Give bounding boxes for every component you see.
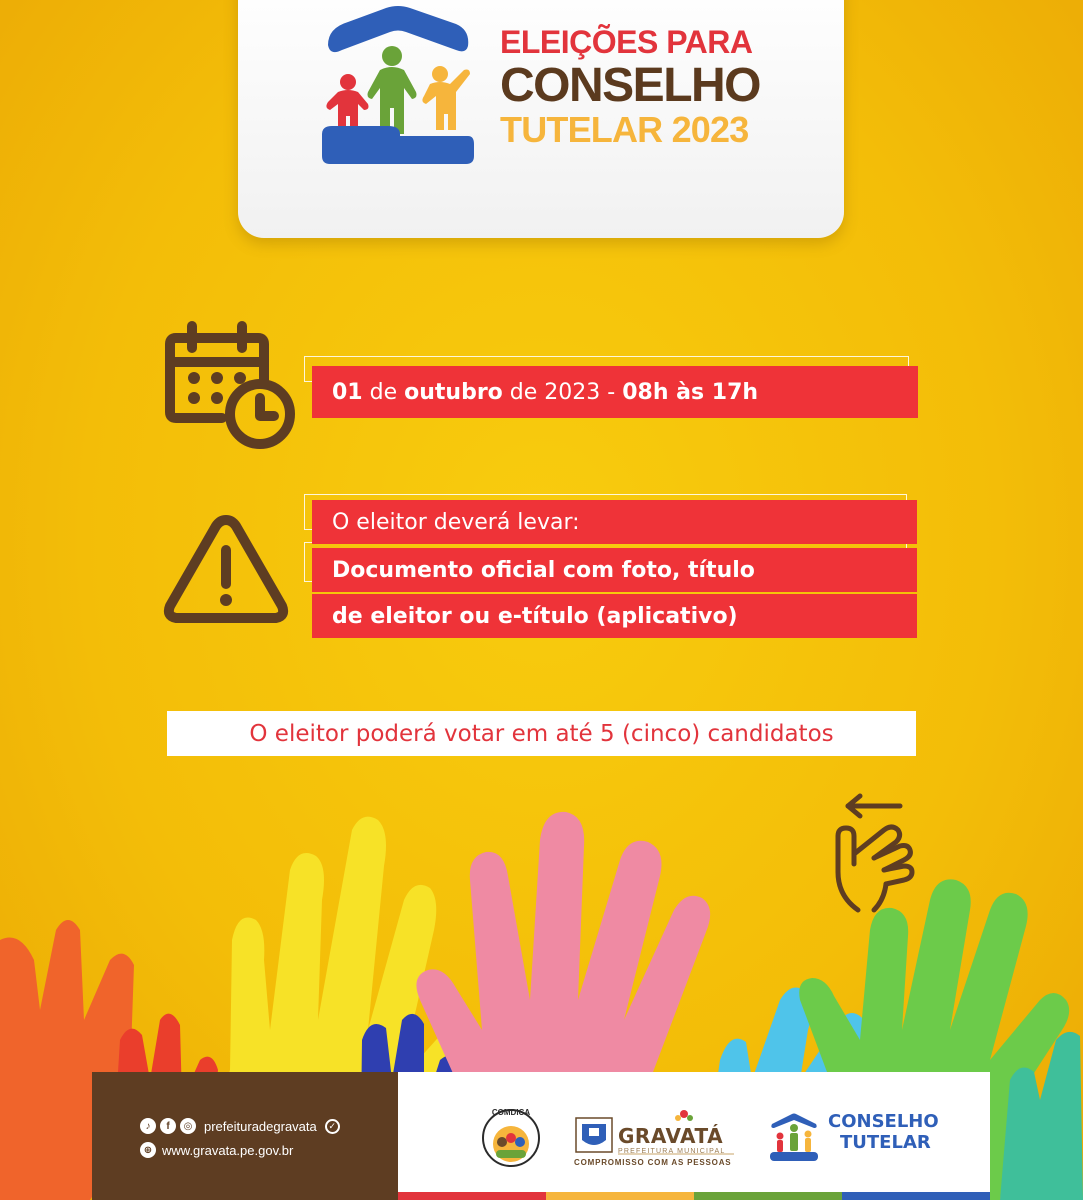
ct-line-1: CONSELHO — [828, 1111, 939, 1132]
event-month: outubro — [404, 379, 503, 405]
facebook-icon[interactable]: f — [160, 1118, 176, 1134]
social-handle-row[interactable] — [140, 1118, 340, 1134]
requirements-line-1: Documento oficial com foto, título — [312, 548, 917, 592]
tiktok-icon[interactable]: ♪ — [140, 1118, 156, 1134]
ct-line-2: TUTELAR — [840, 1131, 931, 1153]
calendar-clock-icon — [160, 318, 300, 456]
requirements-label: O eleitor deverá levar: — [312, 500, 917, 544]
event-day: 01 — [332, 379, 363, 405]
website-link[interactable]: www.gravata.pe.gov.br — [162, 1142, 294, 1158]
event-date-bar — [312, 366, 918, 418]
vote-limit-note: O eleitor poderá votar em até 5 (cinco) candidatos — [167, 711, 916, 756]
event-year: de 2023 - — [509, 379, 616, 405]
event-title — [500, 26, 780, 148]
conselho-tutelar-logo-icon — [768, 1108, 820, 1164]
gravata-subtitle: PREFEITURA MUNICIPAL — [618, 1148, 726, 1155]
footer-contact-panel — [92, 1072, 412, 1200]
verified-icon: ✓ — [325, 1119, 340, 1134]
requirements-line-2: de eleitor ou e-título (aplicativo) — [312, 594, 917, 638]
website-row[interactable] — [140, 1142, 293, 1158]
event-hours: 08h às 17h — [622, 379, 759, 405]
family-under-roof-logo — [318, 0, 478, 170]
social-handle[interactable]: prefeituradegravata — [204, 1118, 317, 1134]
footer-color-stripe — [398, 1192, 990, 1200]
warning-icon — [162, 510, 290, 626]
comdica-label: COMDICA — [491, 1108, 531, 1117]
title-line-1: ELEIÇÕES PARA — [500, 24, 753, 60]
event-de: de — [369, 379, 398, 405]
globe-icon: ⊕ — [140, 1142, 156, 1158]
conselho-tutelar-label — [828, 1112, 939, 1153]
gravata-name: GRAVATÁ — [618, 1124, 724, 1148]
instagram-icon[interactable]: ◎ — [180, 1118, 196, 1134]
title-line-2: CONSELHO — [500, 59, 761, 112]
title-line-3: TUTELAR 2023 — [500, 109, 749, 150]
gravata-motto: COMPROMISSO COM AS PESSOAS — [574, 1158, 732, 1167]
